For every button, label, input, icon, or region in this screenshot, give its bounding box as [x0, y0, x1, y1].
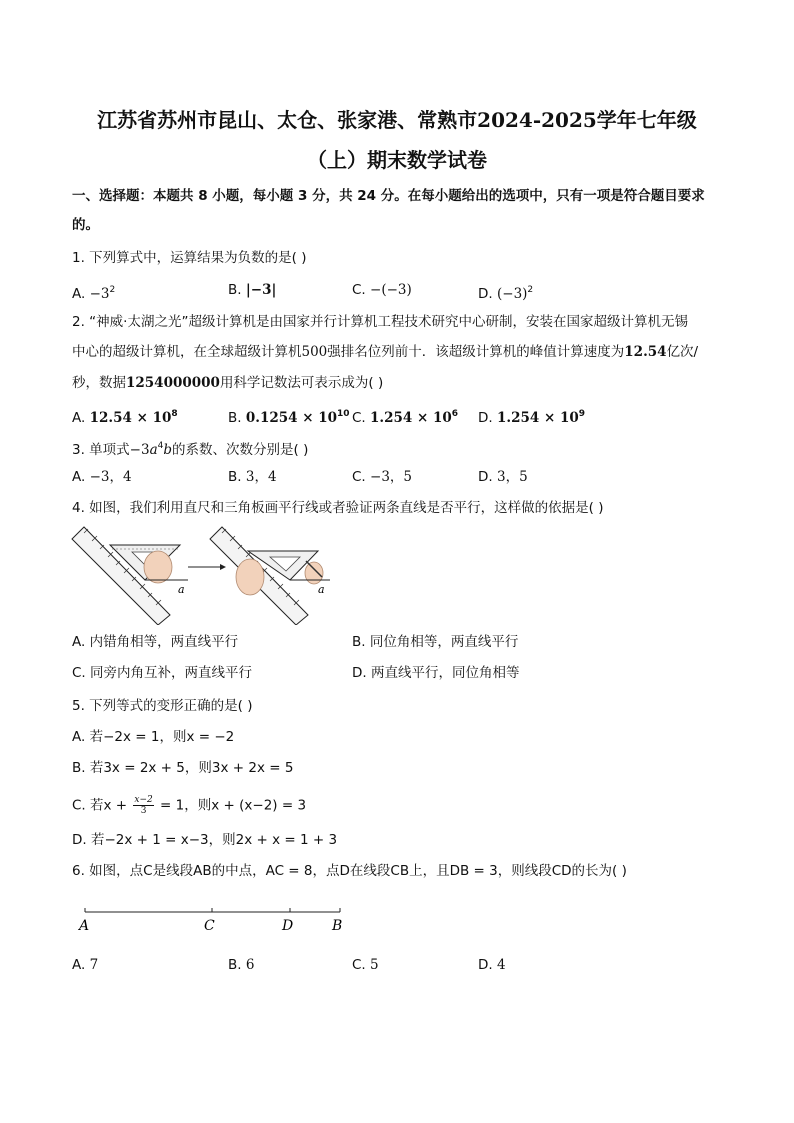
- q6-stem: 6. 如图，点C是线段AB的中点，AC = 8，点D在线段CB上，且DB = 3，则线段CD的长为( ): [72, 863, 627, 879]
- q5-option-c: C. 若x + $\frac{x-2}{3}$ = 1，则x + (x−2) = 3: [72, 795, 307, 816]
- q3-option-b: B. 3，4: [228, 469, 277, 485]
- q2-option-c: C. $1.254 \times 10^6$: [352, 409, 459, 426]
- q3-stem: 3. 单项式$-3a^4b$的系数、次数分别是( ): [72, 441, 309, 458]
- hand-left: [144, 551, 172, 583]
- q1-option-d: D. $(-3)^2$: [478, 285, 534, 302]
- q2-option-a: A. $12.54 \times 10^8$: [72, 409, 178, 426]
- point-d-label: D: [282, 918, 294, 934]
- q3-option-c: C. −3，5: [352, 469, 413, 485]
- q2-option-d: D. $1.254 \times 10^9$: [478, 409, 586, 426]
- q6-option-a: A. 7: [72, 957, 99, 973]
- point-c-label: C: [204, 918, 215, 934]
- q6-option-b: B. 6: [228, 957, 255, 973]
- section-instructions-line1: 一、选择题：本题共 8 小题，每小题 3 分，共 24 分。在每小题给出的选项中，只有一项是符合题目要求: [72, 188, 705, 204]
- point-b-label: B: [332, 918, 343, 934]
- q1-option-b: B. |−3|: [228, 282, 277, 298]
- q3-option-a: A. −3，4: [72, 469, 132, 485]
- hand-right-holding: [236, 559, 264, 595]
- q4-option-d: D. 两直线平行，同位角相等: [352, 665, 520, 681]
- page-title-line2: （上）期末数学试卷: [307, 148, 487, 172]
- q4-ruler-triangle-figure: [70, 525, 340, 625]
- q2-stem-line3: 秒，数据1254000000用科学记数法可表示成为( ): [72, 375, 384, 391]
- q1-option-a: A. $-3^2$: [72, 285, 116, 302]
- q5-option-b: B. 若3x = 2x + 5，则3x + 2x = 5: [72, 760, 294, 776]
- page-title-line1: 江苏省苏州市昆山、太仓、张家港、常熟市2024-2025学年七年级: [97, 108, 697, 132]
- q2-stem-line2: 中心的超级计算机，在全球超级计算机500强排名位列前十．该超级计算机的峰值计算速度为12.54亿次/: [72, 344, 699, 360]
- point-a-label: A: [79, 918, 90, 934]
- arrow-head: [220, 564, 226, 570]
- q4-option-b: B. 同位角相等，两直线平行: [352, 634, 519, 650]
- q6-option-c: C. 5: [352, 957, 379, 973]
- q4-option-c: C. 同旁内角互补，两直线平行: [72, 665, 253, 681]
- label-a-left: a: [178, 583, 185, 596]
- q6-segment-figure: [70, 900, 360, 940]
- q1-option-c: C. −(−3): [352, 282, 412, 298]
- q4-stem: 4. 如图，我们利用直尺和三角板画平行线或者验证两条直线是否平行，这样做的依据是( ): [72, 500, 604, 516]
- q2-stem-line1: 2. “神威·太湖之光”超级计算机是由国家并行计算机工程技术研究中心研制，安装在国家超级计算机无锡: [72, 314, 688, 330]
- q2-option-b: B. $0.1254 \times 10^{10}$: [228, 409, 350, 426]
- section-instructions-line2: 的。: [72, 217, 99, 233]
- q5-option-a: A. 若−2x = 1，则x = −2: [72, 729, 235, 745]
- q6-option-d: D. 4: [478, 957, 506, 973]
- q5-stem: 5. 下列等式的变形正确的是( ): [72, 698, 253, 714]
- label-a-right: a: [318, 583, 325, 596]
- q1-stem: 1. 下列算式中，运算结果为负数的是( ): [72, 250, 307, 266]
- q3-option-d: D. 3，5: [478, 469, 528, 485]
- q4-option-a: A. 内错角相等，两直线平行: [72, 634, 239, 650]
- q5-option-d: D. 若−2x + 1 = x−3，则2x + x = 1 + 3: [72, 832, 338, 848]
- hand-right-pen: [305, 562, 323, 584]
- q5-fraction: $\frac{x-2}{3}$: [134, 795, 153, 816]
